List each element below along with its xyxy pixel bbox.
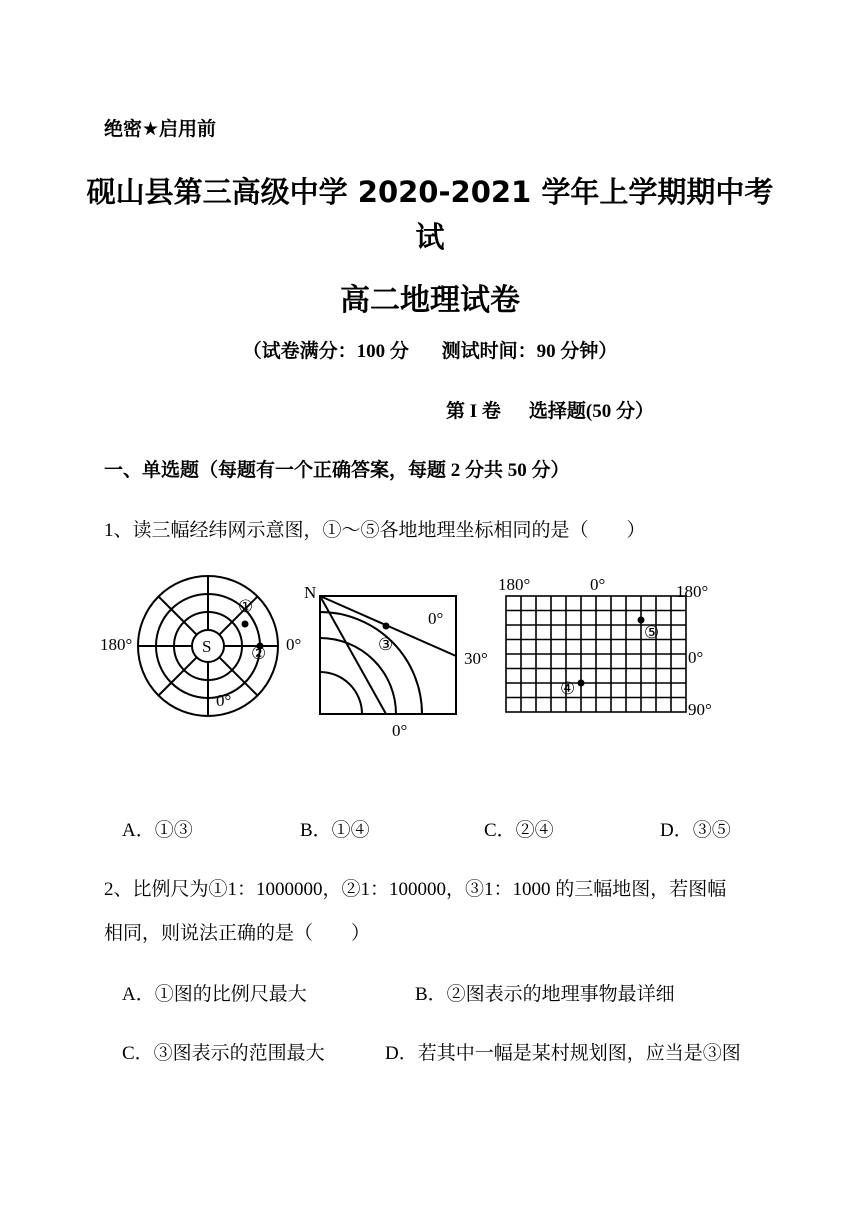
point-5-label: ⑤ — [644, 623, 660, 642]
subject-title: 高二地理试卷 — [340, 283, 520, 318]
point-1-dot — [242, 621, 249, 628]
q2-option-d: D．若其中一幅是某村规划图，应当是③图 — [385, 1043, 741, 1064]
section-heading — [446, 396, 682, 423]
graticule-figure — [88, 560, 728, 750]
n-label: N — [304, 583, 317, 602]
pole-label: S — [202, 637, 212, 656]
polar-180-label: 180° — [100, 635, 133, 654]
exam-title-line1: 砚山县第三高级中学 2020-2021 学年上学期期中考 — [86, 175, 774, 209]
q1-option-c: C．②④ — [484, 820, 554, 841]
quadrant-0-bottom-label: 0° — [392, 721, 408, 740]
q2-option-b: B．②图表示的地理事物最详细 — [415, 984, 675, 1005]
polar-0-bottom-label: 0° — [216, 691, 232, 710]
q1-option-b: B．①④ — [300, 820, 370, 841]
confidential-label: 绝密★启用前 — [104, 118, 217, 140]
q1-option-d: D．③⑤ — [660, 820, 731, 841]
section-name: 选择题(50 分） — [528, 401, 654, 422]
point-1-label: ① — [238, 597, 254, 616]
quadrant-0-arc-label: 0° — [428, 609, 444, 628]
polar-0-right-label: 0° — [286, 635, 302, 654]
point-3-dot — [383, 623, 390, 630]
quadrant-30-label: 30° — [464, 649, 488, 668]
exam-info — [0, 336, 860, 363]
exam-title-line2: 试 — [415, 220, 445, 254]
question-2-stem-line1: 2、比例尺为①1：1000000，②1：100000，③1：1000 的三幅地图，若图幅 — [104, 879, 727, 900]
grid-90-label: 90° — [688, 700, 712, 719]
point-3-label: ③ — [378, 635, 394, 654]
q2-option-c: C．③图表示的范围最大 — [122, 1043, 325, 1064]
grid-0-right-label: 0° — [688, 648, 704, 667]
question-1-stem: 1、读三幅经纬网示意图，①～⑤各地地理坐标相同的是（ ） — [104, 520, 646, 541]
part-heading: 一、单选题（每题有一个正确答案，每题 2 分共 50 分） — [104, 460, 570, 481]
grid-180-left-label: 180° — [498, 575, 531, 594]
question-2-stem-line2: 相同，则说法正确的是（ ） — [104, 923, 371, 944]
q2-option-a: A．①图的比例尺最大 — [122, 984, 307, 1005]
volume-label: 第 I 卷 — [446, 401, 501, 422]
grid-diagram — [506, 596, 686, 712]
duration: 测试时间：90 分钟） — [441, 341, 618, 362]
grid-0-top-label: 0° — [590, 575, 606, 594]
full-score: （试卷满分：100 分 — [242, 341, 409, 362]
grid-180-right-label: 180° — [676, 582, 709, 601]
q1-option-a: A．①③ — [122, 820, 193, 841]
point-4-dot — [578, 680, 585, 687]
point-2-label: ② — [251, 644, 267, 663]
point-4-label: ④ — [560, 679, 576, 698]
